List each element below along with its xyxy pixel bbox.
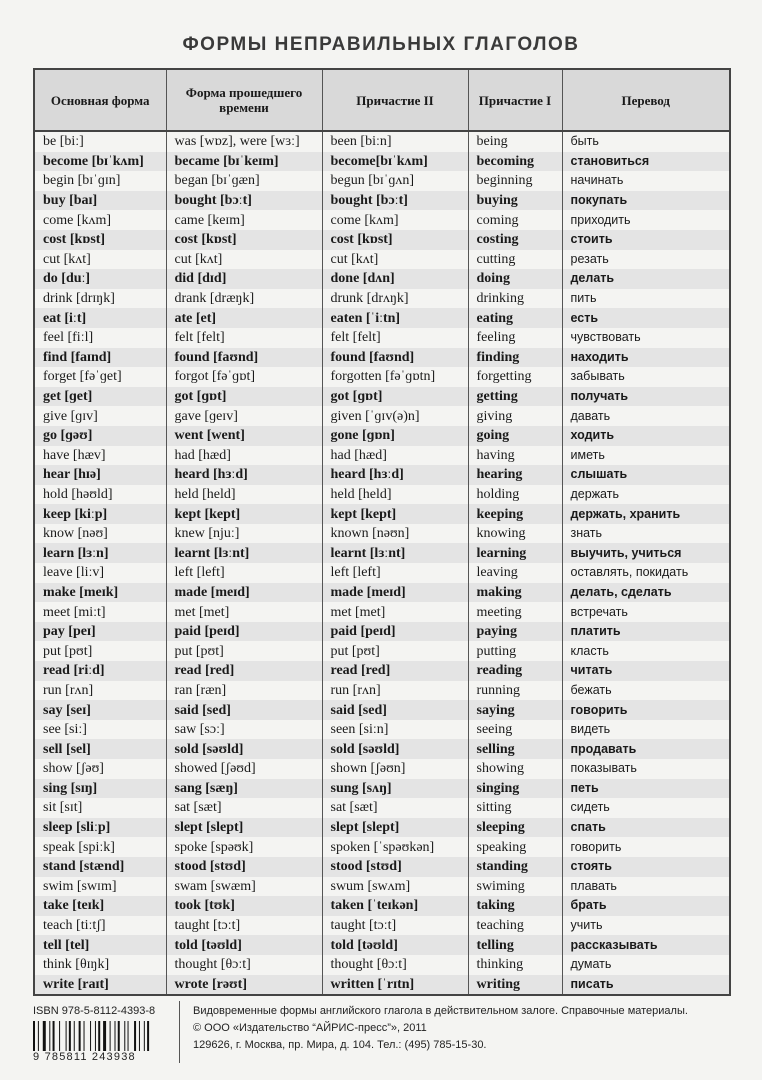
table-row [34,308,730,328]
cell-base-form: speak [spiːk] [34,837,166,857]
cell-participle-2: taken [ˈteɪkən] [322,896,468,916]
cell-translation: думать [562,955,730,975]
cell-participle-1: running [468,681,562,701]
cell-past-form: said [sed] [166,700,322,720]
cell-translation: держать, хранить [562,504,730,524]
cell-participle-2: met [met] [322,602,468,622]
cell-translation: платить [562,622,730,642]
cell-participle-1: forgetting [468,367,562,387]
cell-base-form: run [rʌn] [34,681,166,701]
cell-past-form: ran [ræn] [166,681,322,701]
cell-translation: делать, сделать [562,583,730,603]
cell-participle-1: having [468,446,562,466]
table-row [34,250,730,270]
table-row [34,877,730,897]
table-row [34,289,730,309]
cell-base-form: feel [fiːl] [34,328,166,348]
cell-past-form: sat [sæt] [166,798,322,818]
cell-translation: иметь [562,446,730,466]
cell-participle-2: been [biːn] [322,131,468,152]
cell-past-form: found [faʊnd] [166,348,322,368]
table-row [34,681,730,701]
cell-past-form: showed [ʃəʊd] [166,759,322,779]
cell-base-form: sit [sɪt] [34,798,166,818]
table-row [34,661,730,681]
cell-translation: показывать [562,759,730,779]
cell-translation: встречать [562,602,730,622]
cell-participle-1: becoming [468,152,562,172]
cell-participle-1: telling [468,935,562,955]
cell-translation: стоять [562,857,730,877]
cell-participle-1: meeting [468,602,562,622]
cell-base-form: teach [tiːtʃ] [34,916,166,936]
cell-past-form: met [met] [166,602,322,622]
cell-translation: ходить [562,426,730,446]
cell-participle-1: writing [468,975,562,996]
table-header-row [34,69,730,131]
footer-description: Видовременные формы английского глагола в действительном залоге. Справочные материалы. [193,1005,688,1017]
cell-base-form: be [biː] [34,131,166,152]
table-row [34,191,730,211]
cell-participle-1: giving [468,406,562,426]
table-row [34,779,730,799]
cell-participle-2: got [ɡɒt] [322,387,468,407]
cell-translation: говорить [562,837,730,857]
cell-translation: быть [562,131,730,152]
cell-base-form: do [duː] [34,269,166,289]
cell-participle-1: knowing [468,524,562,544]
cell-base-form: eat [iːt] [34,308,166,328]
footer-divider [179,1001,180,1063]
cell-participle-2: thought [θɔːt] [322,955,468,975]
table-row [34,837,730,857]
table-row [34,759,730,779]
page-title: ФОРМЫ НЕПРАВИЛЬНЫХ ГЛАГОЛОВ [182,34,580,55]
cell-base-form: write [raɪt] [34,975,166,996]
cell-base-form: keep [kiːp] [34,504,166,524]
table-row [34,935,730,955]
cell-past-form: became [bɪˈkeɪm] [166,152,322,172]
cell-participle-2: made [meɪd] [322,583,468,603]
cell-participle-2: learnt [lɜːnt] [322,543,468,563]
footer-address: 129626, г. Москва, пр. Мира, д. 104. Тел.: (495) 785-15-30. [193,1039,487,1051]
cell-past-form: swam [swæm] [166,877,322,897]
cell-past-form: wrote [rəʊt] [166,975,322,996]
cell-base-form: make [meɪk] [34,583,166,603]
cell-participle-1: reading [468,661,562,681]
cell-participle-2: gone [ɡɒn] [322,426,468,446]
cell-past-form: began [bɪˈɡæn] [166,171,322,191]
cell-participle-1: thinking [468,955,562,975]
cell-translation: начинать [562,171,730,191]
cell-translation: писать [562,975,730,996]
cell-past-form: paid [peɪd] [166,622,322,642]
cell-translation: класть [562,641,730,661]
cell-translation: забывать [562,367,730,387]
cell-base-form: meet [miːt] [34,602,166,622]
cell-participle-1: showing [468,759,562,779]
cell-participle-2: sat [sæt] [322,798,468,818]
cell-translation: читать [562,661,730,681]
table-row [34,465,730,485]
cell-participle-2: seen [siːn] [322,720,468,740]
cell-translation: покупать [562,191,730,211]
table-row [34,171,730,191]
cell-translation: пить [562,289,730,309]
cell-participle-1: hearing [468,465,562,485]
table-row [34,152,730,172]
cell-participle-1: coming [468,210,562,230]
cell-base-form: hear [hɪə] [34,465,166,485]
cell-past-form: did [dɪd] [166,269,322,289]
table-row [34,641,730,661]
cell-participle-2: paid [peɪd] [322,622,468,642]
cell-participle-1: going [468,426,562,446]
cell-participle-1: taking [468,896,562,916]
cell-participle-2: forgotten [fəˈɡɒtn] [322,367,468,387]
table-row [34,446,730,466]
cell-base-form: begin [bɪˈɡɪn] [34,171,166,191]
cell-base-form: cost [kɒst] [34,230,166,250]
cell-participle-1: saying [468,700,562,720]
table-row [34,543,730,563]
cell-translation: давать [562,406,730,426]
header-translation: Перевод [562,69,730,131]
cell-participle-2: stood [stʊd] [322,857,468,877]
cell-translation: приходить [562,210,730,230]
cell-base-form: read [riːd] [34,661,166,681]
cell-translation: слышать [562,465,730,485]
cell-past-form: drank [dræŋk] [166,289,322,309]
cell-participle-2: held [held] [322,485,468,505]
cell-participle-1: doing [468,269,562,289]
cell-participle-2: had [hæd] [322,446,468,466]
cell-past-form: sang [sæŋ] [166,779,322,799]
cell-participle-1: drinking [468,289,562,309]
cell-past-form: spoke [spəʊk] [166,837,322,857]
irregular-verbs-table [33,68,731,996]
cell-past-form: saw [sɔː] [166,720,322,740]
table-row [34,524,730,544]
table-row [34,406,730,426]
cell-translation: оставлять, покидать [562,563,730,583]
cell-translation: становиться [562,152,730,172]
table-row [34,622,730,642]
cell-participle-1: paying [468,622,562,642]
table-row [34,857,730,877]
cell-past-form: thought [θɔːt] [166,955,322,975]
cell-participle-2: cost [kɒst] [322,230,468,250]
cell-base-form: find [faɪnd] [34,348,166,368]
table-row [34,955,730,975]
cell-base-form: come [kʌm] [34,210,166,230]
table-row [34,563,730,583]
cell-past-form: went [went] [166,426,322,446]
cell-participle-2: drunk [drʌŋk] [322,289,468,309]
cell-base-form: sing [sɪŋ] [34,779,166,799]
footer [33,1001,729,1071]
cell-base-form: hold [həʊld] [34,485,166,505]
cell-past-form: took [tʊk] [166,896,322,916]
cell-participle-1: speaking [468,837,562,857]
cell-participle-1: swiming [468,877,562,897]
cell-participle-2: done [dʌn] [322,269,468,289]
footer-copyright: © ООО «Издательство “АЙРИС-пресс”», 2011 [193,1022,427,1034]
cell-participle-2: told [təʊld] [322,935,468,955]
cell-past-form: learnt [lɜːnt] [166,543,322,563]
table-row [34,720,730,740]
cell-past-form: ate [et] [166,308,322,328]
header-base-form: Основная форма [34,69,166,131]
cell-translation: петь [562,779,730,799]
cell-participle-1: making [468,583,562,603]
cell-participle-1: standing [468,857,562,877]
table-body [34,131,730,995]
cell-past-form: had [hæd] [166,446,322,466]
table-row [34,367,730,387]
cell-past-form: heard [hɜːd] [166,465,322,485]
header-participle-2: Причастие II [322,69,468,131]
cell-past-form: made [meɪd] [166,583,322,603]
table-row [34,485,730,505]
cell-participle-2: spoken [ˈspəʊkən] [322,837,468,857]
table-row [34,602,730,622]
table-row [34,230,730,250]
cell-translation: брать [562,896,730,916]
table-row [34,328,730,348]
cell-past-form: sold [səʊld] [166,739,322,759]
cell-base-form: drink [drɪŋk] [34,289,166,309]
cell-past-form: bought [bɔːt] [166,191,322,211]
header-participle-1: Причастие I [468,69,562,131]
cell-participle-1: sleeping [468,818,562,838]
cell-base-form: become [bɪˈkʌm] [34,152,166,172]
cell-translation: выучить, учиться [562,543,730,563]
cell-base-form: put [pʊt] [34,641,166,661]
cell-participle-2: heard [hɜːd] [322,465,468,485]
cell-participle-2: found [faʊnd] [322,348,468,368]
cell-past-form: forgot [fəˈɡɒt] [166,367,322,387]
cell-participle-1: sitting [468,798,562,818]
cell-past-form: knew [njuː] [166,524,322,544]
cell-participle-2: cut [kʌt] [322,250,468,270]
table-row [34,896,730,916]
cell-participle-1: buying [468,191,562,211]
cell-participle-2: slept [slept] [322,818,468,838]
table-row [34,798,730,818]
cell-base-form: pay [peɪ] [34,622,166,642]
cell-base-form: leave [liːv] [34,563,166,583]
cell-translation: учить [562,916,730,936]
cell-base-form: know [nəʊ] [34,524,166,544]
cell-past-form: kept [kept] [166,504,322,524]
cell-translation: получать [562,387,730,407]
cell-participle-2: taught [tɔːt] [322,916,468,936]
cell-past-form: cut [kʌt] [166,250,322,270]
cell-base-form: take [teɪk] [34,896,166,916]
cell-translation: рассказывать [562,935,730,955]
cell-participle-1: being [468,131,562,152]
cell-participle-1: leaving [468,563,562,583]
cell-past-form: cost [kɒst] [166,230,322,250]
cell-base-form: say [seɪ] [34,700,166,720]
cell-participle-2: written [ˈrɪtn] [322,975,468,996]
cell-base-form: give [ɡɪv] [34,406,166,426]
table-row [34,504,730,524]
cell-past-form: was [wɒz], were [wɜː] [166,131,322,152]
cell-past-form: left [left] [166,563,322,583]
cell-translation: спать [562,818,730,838]
cell-participle-1: seeing [468,720,562,740]
cell-participle-2: known [nəʊn] [322,524,468,544]
cell-translation: сидеть [562,798,730,818]
cell-past-form: read [red] [166,661,322,681]
cell-base-form: sleep [sliːp] [34,818,166,838]
cell-base-form: sell [sel] [34,739,166,759]
table-row [34,818,730,838]
cell-translation: видеть [562,720,730,740]
cell-participle-1: learning [468,543,562,563]
cell-past-form: slept [slept] [166,818,322,838]
cell-participle-2: kept [kept] [322,504,468,524]
cell-participle-2: bought [bɔːt] [322,191,468,211]
cell-base-form: get [ɡet] [34,387,166,407]
table-row [34,269,730,289]
cell-participle-1: eating [468,308,562,328]
cell-participle-1: teaching [468,916,562,936]
cell-participle-2: given [ˈɡɪv(ə)n] [322,406,468,426]
cell-past-form: put [pʊt] [166,641,322,661]
cell-participle-1: beginning [468,171,562,191]
cell-translation: есть [562,308,730,328]
cell-participle-2: run [rʌn] [322,681,468,701]
cell-participle-2: sold [səʊld] [322,739,468,759]
table-row [34,916,730,936]
table-row [34,387,730,407]
table-row [34,348,730,368]
cell-base-form: tell [tel] [34,935,166,955]
cell-participle-2: said [sed] [322,700,468,720]
cell-base-form: think [θɪŋk] [34,955,166,975]
cell-participle-1: getting [468,387,562,407]
cell-participle-1: costing [468,230,562,250]
cell-participle-1: singing [468,779,562,799]
table-row [34,975,730,996]
cell-participle-1: selling [468,739,562,759]
cell-base-form: show [ʃəʊ] [34,759,166,779]
cell-past-form: felt [felt] [166,328,322,348]
cell-past-form: got [ɡɒt] [166,387,322,407]
cell-past-form: came [keɪm] [166,210,322,230]
cell-past-form: gave [ɡeɪv] [166,406,322,426]
cell-participle-1: putting [468,641,562,661]
cell-participle-1: feeling [468,328,562,348]
cell-participle-2: read [red] [322,661,468,681]
cell-base-form: cut [kʌt] [34,250,166,270]
header-past-form: Форма прошедшего времени [166,69,322,131]
cell-translation: плавать [562,877,730,897]
cell-translation: чувствовать [562,328,730,348]
barcode-number: 9 785811 243938 [33,1051,136,1063]
table-row [34,583,730,603]
cell-participle-2: shown [ʃəʊn] [322,759,468,779]
isbn-text: ISBN 978-5-8112-4393-8 [33,1005,156,1017]
table-row [34,131,730,152]
cell-translation: продавать [562,739,730,759]
cell-translation: знать [562,524,730,544]
cell-base-form: forget [fəˈɡet] [34,367,166,387]
cell-base-form: swim [swɪm] [34,877,166,897]
table-row [34,739,730,759]
cell-translation: находить [562,348,730,368]
table-row [34,210,730,230]
cell-past-form: taught [tɔːt] [166,916,322,936]
cell-past-form: stood [stʊd] [166,857,322,877]
cell-translation: резать [562,250,730,270]
cell-base-form: see [siː] [34,720,166,740]
cell-base-form: learn [lɜːn] [34,543,166,563]
cell-participle-2: come [kʌm] [322,210,468,230]
table-row [34,700,730,720]
cell-participle-2: left [left] [322,563,468,583]
cell-translation: делать [562,269,730,289]
cell-translation: держать [562,485,730,505]
cell-base-form: stand [stænd] [34,857,166,877]
cell-participle-2: sung [sʌŋ] [322,779,468,799]
cell-participle-2: swum [swʌm] [322,877,468,897]
cell-participle-1: keeping [468,504,562,524]
cell-participle-2: eaten [ˈiːtn] [322,308,468,328]
cell-participle-2: become[bɪˈkʌm] [322,152,468,172]
barcode-icon [33,1021,168,1051]
cell-past-form: held [held] [166,485,322,505]
cell-translation: бежать [562,681,730,701]
cell-base-form: go [ɡəʊ] [34,426,166,446]
cell-translation: говорить [562,700,730,720]
cell-participle-1: holding [468,485,562,505]
cell-translation: стоить [562,230,730,250]
cell-base-form: buy [baɪ] [34,191,166,211]
cell-participle-1: cutting [468,250,562,270]
cell-base-form: have [hæv] [34,446,166,466]
cell-past-form: told [təʊld] [166,935,322,955]
cell-participle-1: finding [468,348,562,368]
cell-participle-2: begun [bɪˈɡʌn] [322,171,468,191]
cell-participle-2: felt [felt] [322,328,468,348]
cell-participle-2: put [pʊt] [322,641,468,661]
table-row [34,426,730,446]
